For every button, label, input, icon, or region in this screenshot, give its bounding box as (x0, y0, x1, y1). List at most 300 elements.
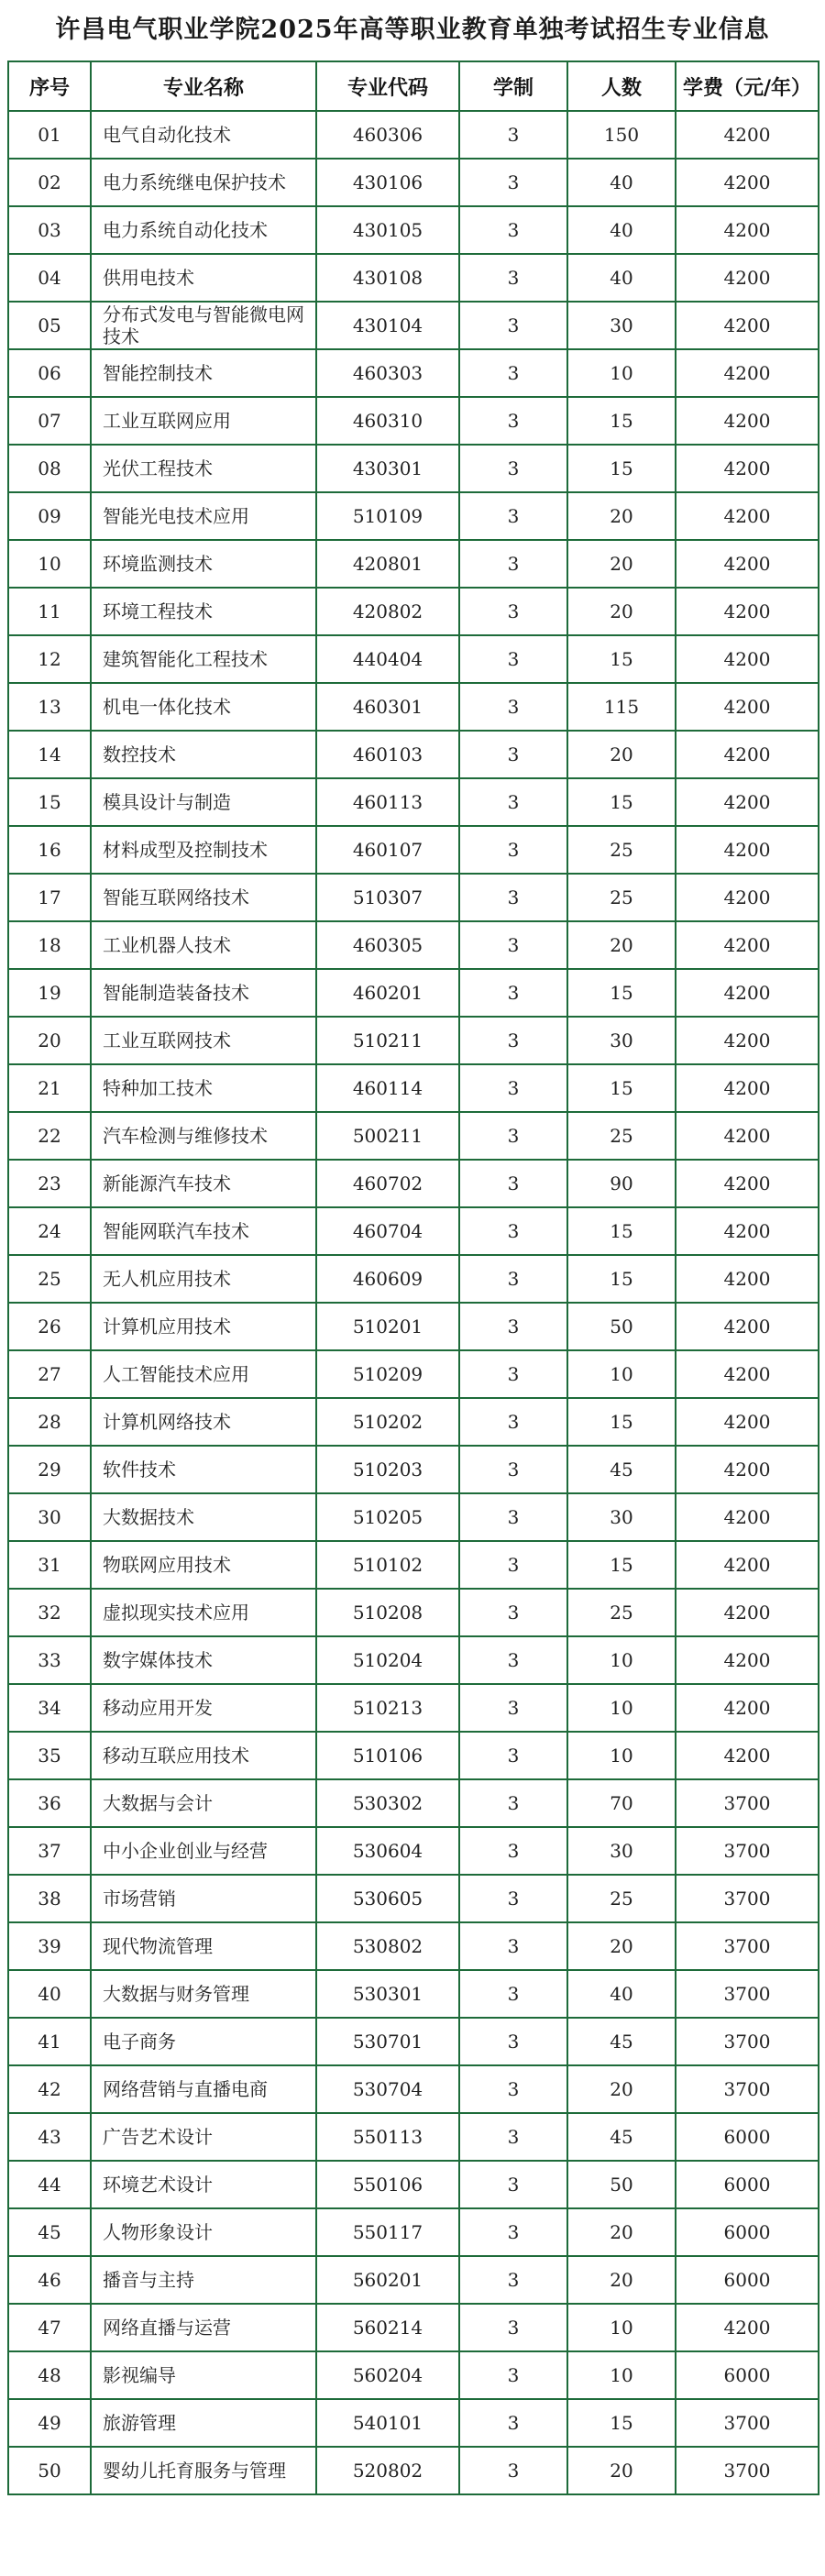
major-code-cell: 510211 (316, 1017, 459, 1064)
table-row (8, 921, 819, 969)
enrollment-count-cell: 25 (567, 874, 676, 921)
major-code-cell: 460305 (316, 921, 459, 969)
row-no-cell: 06 (8, 349, 91, 397)
study-years-cell: 3 (459, 1398, 567, 1446)
row-no-cell: 11 (8, 588, 91, 635)
table-row (8, 1207, 819, 1255)
table-row (8, 1636, 819, 1684)
major-code-cell: 540101 (316, 2399, 459, 2447)
tuition-fee-cell: 4200 (676, 206, 819, 254)
major-code-cell: 440404 (316, 635, 459, 683)
row-no-cell: 13 (8, 683, 91, 731)
enrollment-count-cell: 25 (567, 1589, 676, 1636)
row-no-cell: 15 (8, 778, 91, 826)
major-code-cell: 530704 (316, 2065, 459, 2113)
major-code-cell: 560204 (316, 2351, 459, 2399)
tuition-fee-cell: 4200 (676, 969, 819, 1017)
major-code-cell: 420802 (316, 588, 459, 635)
table-row (8, 635, 819, 683)
major-name-cell: 网络直播与运营 (91, 2304, 316, 2351)
table-row (8, 588, 819, 635)
table-row (8, 397, 819, 445)
major-code-cell: 460306 (316, 111, 459, 159)
major-code-cell: 460114 (316, 1064, 459, 1112)
major-name-cell: 市场营销 (91, 1875, 316, 1922)
table-row (8, 1112, 819, 1160)
major-name-cell: 材料成型及控制技术 (91, 826, 316, 874)
major-name-cell: 移动互联应用技术 (91, 1732, 316, 1779)
major-code-cell: 460113 (316, 778, 459, 826)
table-row (8, 1064, 819, 1112)
tuition-fee-cell: 4200 (676, 1493, 819, 1541)
enrollment-count-cell: 150 (567, 111, 676, 159)
major-code-cell: 530301 (316, 1970, 459, 2018)
major-code-cell: 420801 (316, 540, 459, 588)
row-no-cell: 12 (8, 635, 91, 683)
row-no-cell: 43 (8, 2113, 91, 2161)
enrollment-count-cell: 30 (567, 1827, 676, 1875)
header-code: 专业代码 (316, 61, 459, 111)
enrollment-count-cell: 10 (567, 349, 676, 397)
tuition-fee-cell: 4200 (676, 1160, 819, 1207)
major-code-cell: 510205 (316, 1493, 459, 1541)
major-name-cell: 供用电技术 (91, 254, 316, 302)
major-code-cell: 460201 (316, 969, 459, 1017)
table-row (8, 1970, 819, 2018)
major-name-cell: 智能控制技术 (91, 349, 316, 397)
enrollment-count-cell: 10 (567, 1350, 676, 1398)
major-name-cell: 广告艺术设计 (91, 2113, 316, 2161)
major-name-cell: 智能网联汽车技术 (91, 1207, 316, 1255)
row-no-cell: 34 (8, 1684, 91, 1732)
enrollment-count-cell: 20 (567, 2256, 676, 2304)
row-no-cell: 21 (8, 1064, 91, 1112)
major-name-cell: 环境监测技术 (91, 540, 316, 588)
study-years-cell: 3 (459, 1589, 567, 1636)
tuition-fee-cell: 4200 (676, 1684, 819, 1732)
major-name-cell: 电子商务 (91, 2018, 316, 2065)
enrollment-count-cell: 25 (567, 1875, 676, 1922)
major-code-cell: 460704 (316, 1207, 459, 1255)
study-years-cell: 3 (459, 1160, 567, 1207)
tuition-fee-cell: 4200 (676, 874, 819, 921)
tuition-fee-cell: 3700 (676, 1779, 819, 1827)
table-row (8, 1875, 819, 1922)
major-name-cell: 智能制造装备技术 (91, 969, 316, 1017)
table-row (8, 1160, 819, 1207)
majors-table (7, 61, 820, 2495)
major-code-cell: 550117 (316, 2208, 459, 2256)
row-no-cell: 48 (8, 2351, 91, 2399)
table-row (8, 2399, 819, 2447)
major-name-cell: 光伏工程技术 (91, 445, 316, 492)
study-years-cell: 3 (459, 2065, 567, 2113)
row-no-cell: 44 (8, 2161, 91, 2208)
major-code-cell: 550113 (316, 2113, 459, 2161)
major-name-cell: 中小企业创业与经营 (91, 1827, 316, 1875)
table-row (8, 1493, 819, 1541)
major-name-cell: 特种加工技术 (91, 1064, 316, 1112)
major-name-cell: 无人机应用技术 (91, 1255, 316, 1303)
study-years-cell: 3 (459, 1827, 567, 1875)
study-years-cell: 3 (459, 1017, 567, 1064)
tuition-fee-cell: 4200 (676, 492, 819, 540)
major-name-cell: 环境工程技术 (91, 588, 316, 635)
row-no-cell: 16 (8, 826, 91, 874)
row-no-cell: 24 (8, 1207, 91, 1255)
tuition-fee-cell: 4200 (676, 1207, 819, 1255)
enrollment-count-cell: 15 (567, 1255, 676, 1303)
enrollment-count-cell: 10 (567, 1636, 676, 1684)
study-years-cell: 3 (459, 588, 567, 635)
row-no-cell: 04 (8, 254, 91, 302)
enrollment-count-cell: 30 (567, 302, 676, 349)
tuition-fee-cell: 4200 (676, 1446, 819, 1493)
major-code-cell: 510204 (316, 1636, 459, 1684)
study-years-cell: 3 (459, 1970, 567, 2018)
table-row (8, 540, 819, 588)
table-row (8, 1446, 819, 1493)
table-row (8, 2065, 819, 2113)
row-no-cell: 07 (8, 397, 91, 445)
enrollment-count-cell: 70 (567, 1779, 676, 1827)
enrollment-count-cell: 25 (567, 1112, 676, 1160)
tuition-fee-cell: 4200 (676, 159, 819, 206)
major-name-cell: 智能光电技术应用 (91, 492, 316, 540)
table-row (8, 1303, 819, 1350)
tuition-fee-cell: 4200 (676, 1589, 819, 1636)
enrollment-count-cell: 20 (567, 731, 676, 778)
tuition-fee-cell: 3700 (676, 1970, 819, 2018)
tuition-fee-cell: 4200 (676, 588, 819, 635)
enrollment-count-cell: 40 (567, 1970, 676, 2018)
study-years-cell: 3 (459, 2399, 567, 2447)
row-no-cell: 32 (8, 1589, 91, 1636)
table-row (8, 1684, 819, 1732)
study-years-cell: 3 (459, 969, 567, 1017)
enrollment-count-cell: 20 (567, 1922, 676, 1970)
enrollment-count-cell: 15 (567, 778, 676, 826)
major-name-cell: 分布式发电与智能微电网技术 (91, 302, 316, 349)
table-row (8, 1732, 819, 1779)
study-years-cell: 3 (459, 397, 567, 445)
table-row (8, 492, 819, 540)
tuition-fee-cell: 4200 (676, 635, 819, 683)
study-years-cell: 3 (459, 635, 567, 683)
study-years-cell: 3 (459, 826, 567, 874)
major-code-cell: 460301 (316, 683, 459, 731)
row-no-cell: 30 (8, 1493, 91, 1541)
table-row (8, 2447, 819, 2494)
enrollment-count-cell: 15 (567, 969, 676, 1017)
major-name-cell: 数控技术 (91, 731, 316, 778)
table-row (8, 1779, 819, 1827)
study-years-cell: 3 (459, 1922, 567, 1970)
study-years-cell: 3 (459, 2256, 567, 2304)
table-row (8, 302, 819, 349)
enrollment-count-cell: 20 (567, 588, 676, 635)
study-years-cell: 3 (459, 1303, 567, 1350)
study-years-cell: 3 (459, 1684, 567, 1732)
tuition-fee-cell: 4200 (676, 1255, 819, 1303)
tuition-fee-cell: 4200 (676, 683, 819, 731)
row-no-cell: 35 (8, 1732, 91, 1779)
table-row (8, 1017, 819, 1064)
row-no-cell: 46 (8, 2256, 91, 2304)
tuition-fee-cell: 4200 (676, 1541, 819, 1589)
row-no-cell: 09 (8, 492, 91, 540)
study-years-cell: 3 (459, 1875, 567, 1922)
tuition-fee-cell: 6000 (676, 2208, 819, 2256)
table-row (8, 445, 819, 492)
table-row (8, 1255, 819, 1303)
table-row (8, 969, 819, 1017)
tuition-fee-cell: 4200 (676, 1112, 819, 1160)
major-code-cell: 500211 (316, 1112, 459, 1160)
major-name-cell: 电力系统自动化技术 (91, 206, 316, 254)
major-name-cell: 大数据技术 (91, 1493, 316, 1541)
table-row (8, 1922, 819, 1970)
enrollment-count-cell: 40 (567, 206, 676, 254)
row-no-cell: 05 (8, 302, 91, 349)
row-no-cell: 39 (8, 1922, 91, 1970)
major-name-cell: 大数据与财务管理 (91, 1970, 316, 2018)
tuition-fee-cell: 3700 (676, 1827, 819, 1875)
row-no-cell: 31 (8, 1541, 91, 1589)
enrollment-count-cell: 15 (567, 2399, 676, 2447)
enrollment-count-cell: 10 (567, 2304, 676, 2351)
row-no-cell: 28 (8, 1398, 91, 1446)
major-code-cell: 530302 (316, 1779, 459, 1827)
enrollment-count-cell: 45 (567, 2113, 676, 2161)
major-name-cell: 工业互联网应用 (91, 397, 316, 445)
tuition-fee-cell: 4200 (676, 1350, 819, 1398)
row-no-cell: 41 (8, 2018, 91, 2065)
major-code-cell: 430108 (316, 254, 459, 302)
row-no-cell: 29 (8, 1446, 91, 1493)
major-code-cell: 510109 (316, 492, 459, 540)
row-no-cell: 23 (8, 1160, 91, 1207)
tuition-fee-cell: 4200 (676, 540, 819, 588)
major-code-cell: 430301 (316, 445, 459, 492)
table-row (8, 1827, 819, 1875)
major-name-cell: 虚拟现实技术应用 (91, 1589, 316, 1636)
major-code-cell: 530604 (316, 1827, 459, 1875)
enrollment-count-cell: 20 (567, 921, 676, 969)
major-name-cell: 新能源汽车技术 (91, 1160, 316, 1207)
major-code-cell: 510102 (316, 1541, 459, 1589)
study-years-cell: 3 (459, 302, 567, 349)
table-row (8, 778, 819, 826)
tuition-fee-cell: 4200 (676, 1636, 819, 1684)
major-name-cell: 数字媒体技术 (91, 1636, 316, 1684)
table-row (8, 731, 819, 778)
tuition-fee-cell: 4200 (676, 1732, 819, 1779)
major-name-cell: 物联网应用技术 (91, 1541, 316, 1589)
tuition-fee-cell: 4200 (676, 921, 819, 969)
major-code-cell: 510203 (316, 1446, 459, 1493)
tuition-fee-cell: 4200 (676, 1064, 819, 1112)
major-name-cell: 现代物流管理 (91, 1922, 316, 1970)
table-row (8, 2113, 819, 2161)
tuition-fee-cell: 6000 (676, 2351, 819, 2399)
table-row (8, 2161, 819, 2208)
tuition-fee-cell: 4200 (676, 1017, 819, 1064)
study-years-cell: 3 (459, 921, 567, 969)
enrollment-count-cell: 50 (567, 2161, 676, 2208)
study-years-cell: 3 (459, 492, 567, 540)
enrollment-count-cell: 20 (567, 2208, 676, 2256)
row-no-cell: 02 (8, 159, 91, 206)
enrollment-count-cell: 115 (567, 683, 676, 731)
major-code-cell: 460609 (316, 1255, 459, 1303)
row-no-cell: 22 (8, 1112, 91, 1160)
major-code-cell: 510213 (316, 1684, 459, 1732)
study-years-cell: 3 (459, 1350, 567, 1398)
study-years-cell: 3 (459, 1446, 567, 1493)
tuition-fee-cell: 3700 (676, 2018, 819, 2065)
major-code-cell: 510202 (316, 1398, 459, 1446)
enrollment-count-cell: 15 (567, 1541, 676, 1589)
major-name-cell: 移动应用开发 (91, 1684, 316, 1732)
table-row (8, 2351, 819, 2399)
row-no-cell: 03 (8, 206, 91, 254)
table-header-row (8, 61, 819, 111)
major-name-cell: 汽车检测与维修技术 (91, 1112, 316, 1160)
major-name-cell: 机电一体化技术 (91, 683, 316, 731)
major-name-cell: 电气自动化技术 (91, 111, 316, 159)
row-no-cell: 38 (8, 1875, 91, 1922)
study-years-cell: 3 (459, 2161, 567, 2208)
enrollment-count-cell: 15 (567, 1398, 676, 1446)
table-row (8, 1589, 819, 1636)
table-row (8, 1350, 819, 1398)
major-code-cell: 460303 (316, 349, 459, 397)
major-code-cell: 460103 (316, 731, 459, 778)
major-name-cell: 模具设计与制造 (91, 778, 316, 826)
row-no-cell: 36 (8, 1779, 91, 1827)
major-code-cell: 530802 (316, 1922, 459, 1970)
major-code-cell: 460107 (316, 826, 459, 874)
row-no-cell: 01 (8, 111, 91, 159)
major-name-cell: 软件技术 (91, 1446, 316, 1493)
major-name-cell: 电力系统继电保护技术 (91, 159, 316, 206)
tuition-fee-cell: 3700 (676, 1875, 819, 1922)
study-years-cell: 3 (459, 1493, 567, 1541)
enrollment-count-cell: 10 (567, 1732, 676, 1779)
tuition-fee-cell: 4200 (676, 2304, 819, 2351)
table-body (8, 111, 819, 2494)
major-code-cell: 530605 (316, 1875, 459, 1922)
tuition-fee-cell: 3700 (676, 2399, 819, 2447)
major-name-cell: 影视编导 (91, 2351, 316, 2399)
enrollment-count-cell: 45 (567, 2018, 676, 2065)
study-years-cell: 3 (459, 445, 567, 492)
table-row (8, 159, 819, 206)
major-code-cell: 510106 (316, 1732, 459, 1779)
enrollment-count-cell: 90 (567, 1160, 676, 1207)
tuition-fee-cell: 4200 (676, 254, 819, 302)
study-years-cell: 3 (459, 206, 567, 254)
enrollment-count-cell: 50 (567, 1303, 676, 1350)
enrollment-count-cell: 10 (567, 2351, 676, 2399)
row-no-cell: 17 (8, 874, 91, 921)
header-fee: 学费（元/年） (676, 61, 819, 111)
major-code-cell: 530701 (316, 2018, 459, 2065)
row-no-cell: 18 (8, 921, 91, 969)
study-years-cell: 3 (459, 540, 567, 588)
header-no: 序号 (8, 61, 91, 111)
major-name-cell: 计算机应用技术 (91, 1303, 316, 1350)
row-no-cell: 47 (8, 2304, 91, 2351)
row-no-cell: 26 (8, 1303, 91, 1350)
enrollment-count-cell: 20 (567, 540, 676, 588)
study-years-cell: 3 (459, 2351, 567, 2399)
tuition-fee-cell: 3700 (676, 2065, 819, 2113)
major-code-cell: 510307 (316, 874, 459, 921)
enrollment-count-cell: 10 (567, 1684, 676, 1732)
study-years-cell: 3 (459, 2208, 567, 2256)
enrollment-count-cell: 20 (567, 492, 676, 540)
tuition-fee-cell: 4200 (676, 826, 819, 874)
major-code-cell: 520802 (316, 2447, 459, 2494)
row-no-cell: 45 (8, 2208, 91, 2256)
enrollment-count-cell: 15 (567, 1064, 676, 1112)
enrollment-count-cell: 45 (567, 1446, 676, 1493)
table-row (8, 2304, 819, 2351)
major-name-cell: 旅游管理 (91, 2399, 316, 2447)
major-name-cell: 工业互联网技术 (91, 1017, 316, 1064)
major-code-cell: 510209 (316, 1350, 459, 1398)
tuition-fee-cell: 6000 (676, 2161, 819, 2208)
major-name-cell: 婴幼儿托育服务与管理 (91, 2447, 316, 2494)
header-years: 学制 (459, 61, 567, 111)
major-code-cell: 430104 (316, 302, 459, 349)
tuition-fee-cell: 4200 (676, 349, 819, 397)
table-row (8, 683, 819, 731)
row-no-cell: 40 (8, 1970, 91, 2018)
enrollment-count-cell: 15 (567, 635, 676, 683)
study-years-cell: 3 (459, 2018, 567, 2065)
study-years-cell: 3 (459, 349, 567, 397)
study-years-cell: 3 (459, 2113, 567, 2161)
tuition-fee-cell: 4200 (676, 1398, 819, 1446)
table-row (8, 111, 819, 159)
major-code-cell: 460310 (316, 397, 459, 445)
study-years-cell: 3 (459, 778, 567, 826)
major-code-cell: 560214 (316, 2304, 459, 2351)
enrollment-count-cell: 15 (567, 445, 676, 492)
study-years-cell: 3 (459, 1732, 567, 1779)
row-no-cell: 20 (8, 1017, 91, 1064)
header-name: 专业名称 (91, 61, 316, 111)
study-years-cell: 3 (459, 1779, 567, 1827)
major-name-cell: 人物形象设计 (91, 2208, 316, 2256)
table-row (8, 2208, 819, 2256)
tuition-fee-cell: 6000 (676, 2113, 819, 2161)
table-row (8, 1541, 819, 1589)
tuition-fee-cell: 4200 (676, 302, 819, 349)
major-name-cell: 播音与主持 (91, 2256, 316, 2304)
tuition-fee-cell: 4200 (676, 1303, 819, 1350)
major-code-cell: 560201 (316, 2256, 459, 2304)
tuition-fee-cell: 4200 (676, 778, 819, 826)
table-row (8, 254, 819, 302)
row-no-cell: 25 (8, 1255, 91, 1303)
header-count: 人数 (567, 61, 676, 111)
study-years-cell: 3 (459, 1112, 567, 1160)
major-name-cell: 网络营销与直播电商 (91, 2065, 316, 2113)
